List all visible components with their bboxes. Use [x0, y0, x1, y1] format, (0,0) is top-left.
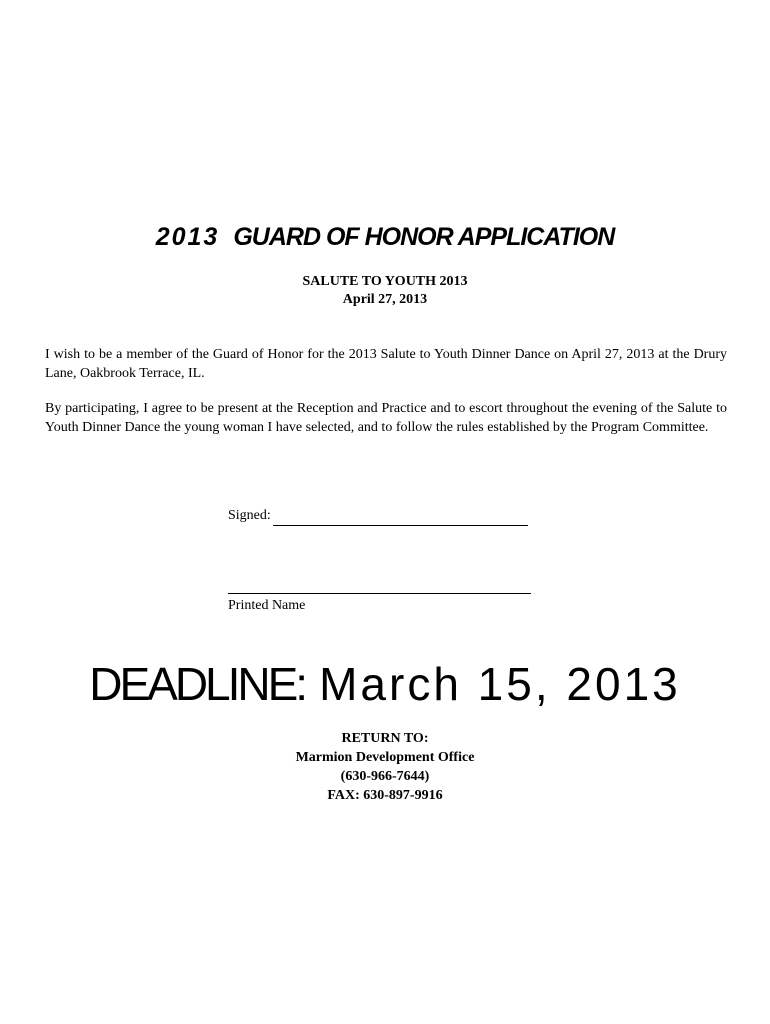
office-phone: (630-966-7644) [340, 769, 430, 784]
office-name: Marmion Development Office [295, 750, 475, 765]
deadline-date: March 15, 2013 [319, 658, 681, 710]
printed-name-line[interactable] [228, 593, 531, 594]
signature-row [228, 506, 528, 526]
title-text: GUARD OF HONOR APPLICATION [233, 223, 615, 251]
printed-name-label: Printed Name [228, 598, 306, 613]
return-to-label: RETURN TO: [341, 731, 429, 746]
document-title [0, 221, 770, 253]
event-name: SALUTE TO YOUTH 2013 [302, 274, 468, 289]
title-year: 2013 [155, 223, 220, 251]
deadline-label: DEADLINE: [89, 658, 306, 710]
paragraph-membership: I wish to be a member of the Guard of Honor for the 2013 Salute to Youth Dinner Dance on April 27, 2013 at the Drury Lane, Oakbrook Terrace, IL. [45, 347, 727, 381]
office-fax: FAX: 630-897-9916 [327, 788, 443, 803]
deadline [0, 654, 770, 714]
event-date: April 27, 2013 [342, 292, 428, 307]
signed-label: Signed: [228, 508, 271, 523]
paragraph-agreement: By participating, I agree to be present at the Reception and Practice and to escort throughout the evening of the Salute to Youth Dinner Dance the young woman I have selected, and to follow the rules established by the Program Committee. [45, 401, 727, 435]
signature-line[interactable] [273, 511, 528, 526]
